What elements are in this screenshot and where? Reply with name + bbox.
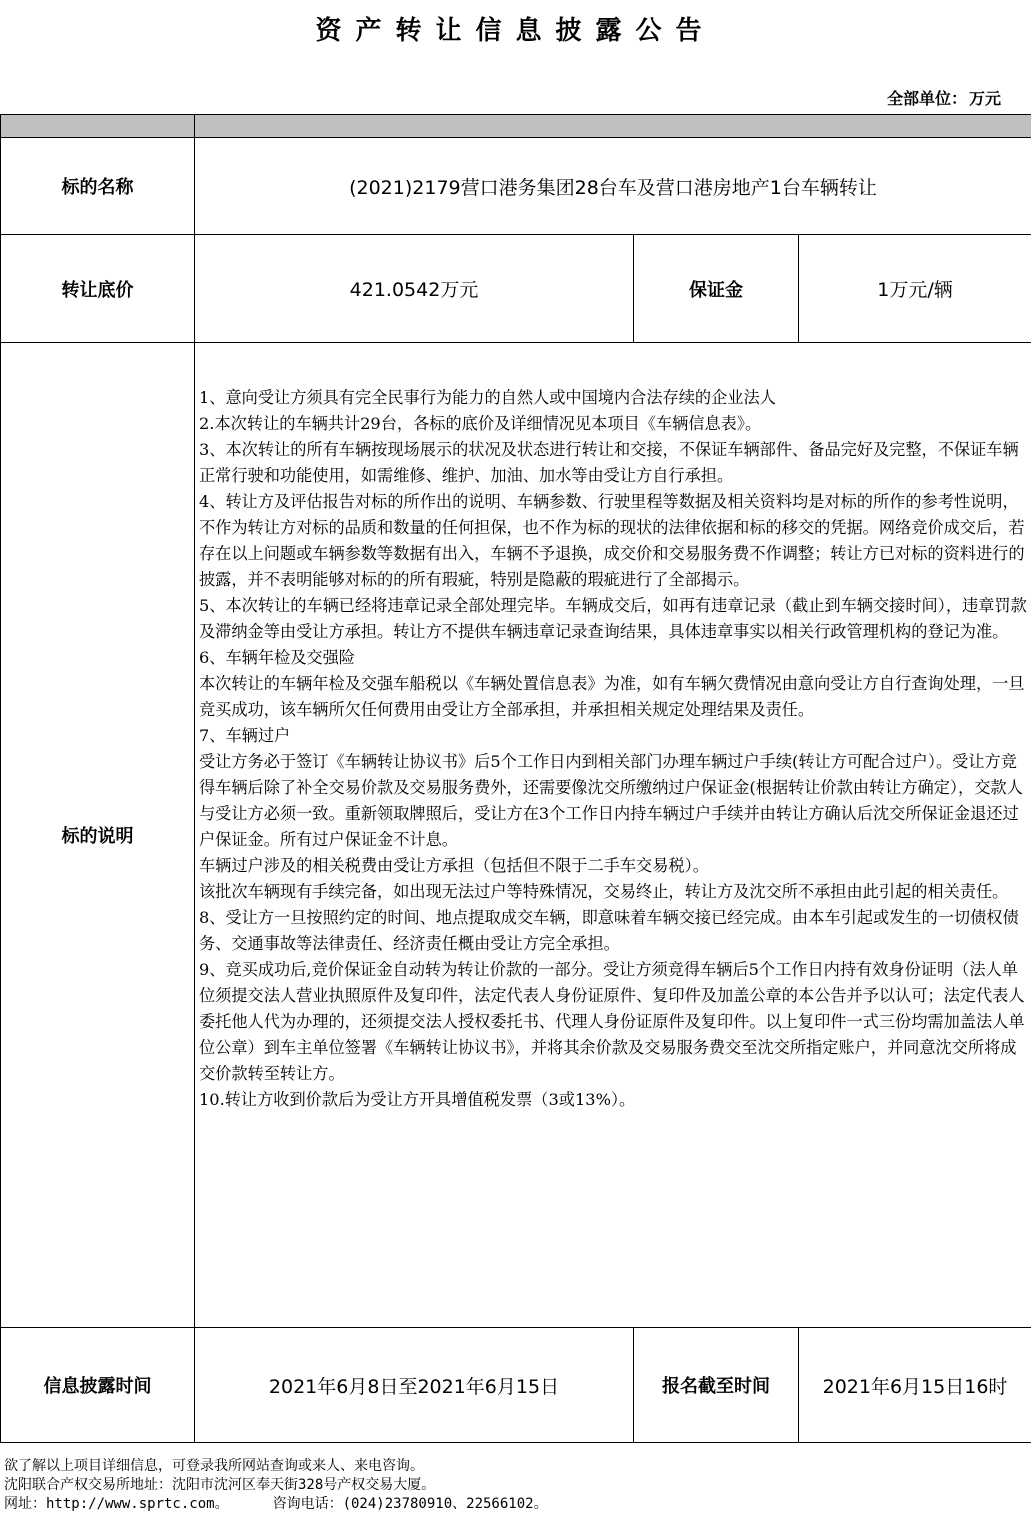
description-line: 车辆过户涉及的相关税费由受让方承担（包括但不限于二手车交易税）。 bbox=[199, 856, 709, 875]
subject-name-row bbox=[1, 138, 1031, 235]
description-line: 受让方务必于签订《车辆转让协议书》后5个工作日内到相关部门办理车辆过户手续(转让方可配合过户）。受让方竞得车辆后除了补全交易价款及交易服务费外，还需要像沈交所缴纳过户保证金(根据转让价款由转让方确定），交款人与受让方必须一致。重新领取牌照后，受让方在3个工作日内持车辆过户手续并由转让方确认后沈交所保证金退还过户保证金。所有过户保证金不计息。 bbox=[199, 752, 1023, 849]
description-line: 5、本次转让的车辆已经将违章记录全部处理完毕。车辆成交后，如再有违章记录（截止到车辆交接时间），违章罚款及滞纳金等由受让方承担。转让方不提供车辆违章记录查询结果，具体违章事实以相关行政管理机构的登记为准。 bbox=[199, 596, 1027, 641]
description-row bbox=[1, 343, 1031, 1328]
unit-value: 万元 bbox=[968, 89, 1001, 108]
price-row bbox=[1, 235, 1031, 343]
price-label: 转让底价 bbox=[1, 235, 195, 343]
description-line: 7、车辆过户 bbox=[199, 726, 291, 745]
page-title: 资产转让信息披露公告 bbox=[315, 16, 716, 46]
description-line: 4、转让方及评估报告对标的所作出的说明、车辆参数、行驶里程等数据及相关资料均是对标的所作的参考性说明，不作为转让方对标的品质和数量的任何担保，也不作为标的现状的法律依据和标的移交的凭据。网络竞价成交后，若存在以上问题或车辆参数等数据有出入，车辆不予退换，成交价和交易服务费不作调整；转让方已对标的资料进行的披露，并不表明能够对标的的所有瑕疵，特别是隐蔽的瑕疵进行了全部揭示。 bbox=[199, 492, 1025, 589]
description-line: 10.转让方收到价款后为受让方开具增值税发票（3或13%）。 bbox=[199, 1090, 636, 1109]
description-line: 9、竞买成功后,竞价保证金自动转为转让价款的一部分。受让方须竞得车辆后5个工作日内持有效身份证明（法人单位须提交法人营业执照原件及复印件，法定代表人身份证原件、复印件及加盖公章的本公告并予以认可；法定代表人委托他人代为办理的，还须提交法人授权委托书、代理人身份证原件及复印件。以上复印件一式三份均需加盖法人单位公章）到车主单位签署《车辆转让协议书》，并将其余价款及交易服务费交至沈交所指定账户，并同意沈交所将成交价款转至转让方。 bbox=[199, 960, 1025, 1083]
deposit-value: 1万元/辆 bbox=[799, 235, 1031, 343]
description-line: 该批次车辆现有手续完备，如出现无法过户等特殊情况，交易终止，转让方及沈交所不承担由此引起的相关责任。 bbox=[199, 882, 1009, 901]
footer-line-info: 欲了解以上项目详细信息，可登录我所网站查询或来人、来电咨询。 bbox=[4, 1458, 424, 1474]
description-line: 3、本次转让的所有车辆按现场展示的状况及状态进行转让和交接，不保证车辆部件、备品完好及完整，不保证车辆正常行驶和功能使用，如需维修、维护、加油、加水等由受让方自行承担。 bbox=[199, 440, 1019, 485]
footer-line-address: 沈阳联合产权交易所地址：沈阳市沈河区奉天街328号产权交易大厦。 bbox=[4, 1477, 436, 1493]
description-line: 2.本次转让的车辆共计29台，各标的底价及详细情况见本项目《车辆信息表》。 bbox=[199, 414, 762, 433]
description-line: 1、意向受让方须具有完全民事行为能力的自然人或中国境内合法存续的企业法人 bbox=[199, 388, 776, 407]
subject-name-value: (2021)2179营口港务集团28台车及营口港房地产1台车辆转让 bbox=[195, 138, 1031, 235]
price-value: 421.0542万元 bbox=[195, 235, 634, 343]
disclosure-table bbox=[0, 114, 1031, 1443]
timing-row bbox=[1, 1328, 1031, 1443]
footer bbox=[4, 1457, 548, 1514]
unit-label: 全部单位： bbox=[886, 89, 967, 108]
phone-number: 咨询电话：(024)23780910、22566102。 bbox=[272, 1496, 548, 1512]
description-label: 标的说明 bbox=[1, 343, 195, 1328]
header-row bbox=[1, 115, 1031, 138]
footer-line-contact bbox=[4, 1495, 548, 1514]
header-cell-right bbox=[195, 115, 1031, 138]
website-link[interactable]: 网址：http://www.sprtc.com。 bbox=[4, 1496, 229, 1512]
header-cell-left bbox=[1, 115, 195, 138]
description-line: 6、车辆年检及交强险 bbox=[199, 648, 355, 667]
description-cell bbox=[195, 343, 1031, 1328]
disclosure-time-value: 2021年6月8日至2021年6月15日 bbox=[195, 1328, 634, 1443]
deadline-label: 报名截至时间 bbox=[634, 1328, 799, 1443]
unit-note bbox=[887, 86, 1001, 109]
subject-name-label: 标的名称 bbox=[1, 138, 195, 235]
description-text bbox=[195, 343, 1031, 1113]
disclosure-time-label: 信息披露时间 bbox=[1, 1328, 195, 1443]
description-line: 8、受让方一旦按照约定的时间、地点提取成交车辆，即意味着车辆交接已经完成。由本车引起或发生的一切债权债务、交通事故等法律责任、经济责任概由受让方完全承担。 bbox=[199, 908, 1019, 953]
description-line: 本次转让的车辆年检及交强车船税以《车辆处置信息表》为准，如有车辆欠费情况由意向受让方自行查询处理，一旦竞买成功，该车辆所欠任何费用由受让方全部承担，并承担相关规定处理结果及责任。 bbox=[199, 674, 1025, 719]
deposit-label: 保证金 bbox=[634, 235, 799, 343]
deadline-value: 2021年6月15日16时 bbox=[799, 1328, 1031, 1443]
